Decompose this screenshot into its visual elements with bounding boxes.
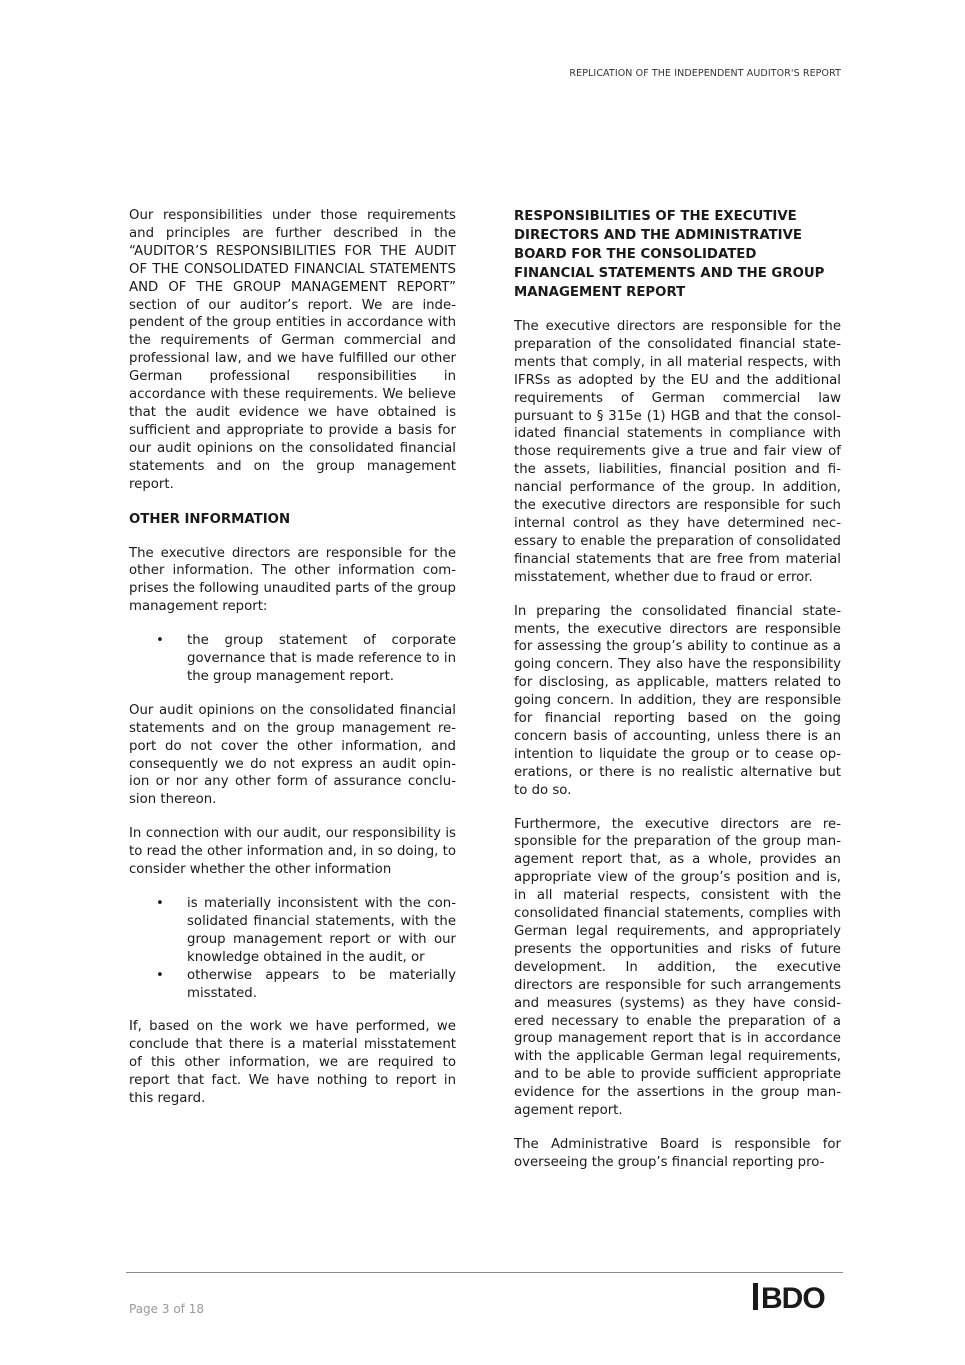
paragraph: Our audit opinions on the consolidated financial statements and on the group management report do not cover the other information, and consequently we do not express an audit opinion or nor any other form of assurance conclusion thereon. [129, 702, 456, 808]
paragraph: Our responsibilities under those requirements and principles are further described in the “AUDITOR’S RESPONSIBILITIES FOR THE AUDIT OF THE CONSOLIDATED FINANCIAL STATEMENTS AND OF THE GROUP MANAGEMENT REPORT” section of our auditor’s report. We are independent of the group entities in accordance with the requirements of German commercial and professional law, and we have fulfilled our other German professional responsibilities in accordance with these requirements. We believe that the audit evidence we have obtained is sufficient and appropriate to provide a basis for our audit opinions on the consolidated financial statements and on the group management report. [129, 208, 456, 492]
list-item: • the group statement of corporate governance that is made reference to in the group management report. [129, 632, 456, 686]
bdo-logo [751, 1280, 841, 1314]
paragraph: The Administrative Board is responsible for overseeing the group’s financial reporting pro- [514, 1136, 841, 1170]
logo-text: BDO [761, 1282, 825, 1314]
list-item: • otherwise appears to be materially misstated. [129, 967, 456, 1003]
paragraph: In preparing the consolidated financial statements, the executive directors are responsible for assessing the group’s ability to continue as a going concern. They also have the responsibility for disclosing, as applicable, matters related to going concern. In addition, they are responsible for financial reporting based on the going concern basis of accounting, unless there is an intention to liquidate the group or to cease operations, or there is no realistic alternative but to do so. [514, 603, 841, 798]
list-item: • is materially inconsistent with the consolidated financial statements, with the group management report or with our knowledge obtained in the audit, or [129, 895, 456, 967]
right-column [514, 207, 841, 1188]
running-header: REPLICATION OF THE INDEPENDENT AUDITOR'S REPORT [569, 68, 841, 79]
section-heading-other-information: OTHER INFORMATION [129, 511, 291, 527]
paragraph: The executive directors are responsible for the other information. The other information comprises the following unaudited parts of the group management report: [129, 545, 456, 615]
section-heading-responsibilities: RESPONSIBILITIES OF THE EXECUTIVE DIRECTORS AND THE ADMINISTRATIVE BOARD FOR THE CONSOLIDATED FINANCIAL STATEMENTS AND THE GROUP MANAGEMENT REPORT [514, 209, 825, 300]
paragraph: In connection with our audit, our responsibility is to read the other information and, in so doing, to consider whether the other information [129, 826, 456, 878]
footer-divider [126, 1272, 843, 1273]
paragraph: Furthermore, the executive directors are responsible for the preparation of the group management report that, as a whole, provides an appropriate view of the group’s position and is, in all material respects, consistent with the consolidated financial statements, complies with German legal requirements, and appropriately presents the opportunities and risks of future development. In addition, the executive directors are responsible for such arrangements and measures (systems) as they have considered necessary to enable the preparation of a group management report that is in accordance with the applicable German legal requirements, and to be able to provide sufficient appropriate evidence for the assertions in the group management report. [514, 816, 841, 1119]
bullet-list [129, 895, 456, 1002]
left-column [129, 207, 456, 1124]
page-number: Page 3 of 18 [129, 1302, 204, 1316]
paragraph: The executive directors are responsible for the preparation of the consolidated financial statements that comply, in all material respects, with IFRSs as adopted by the EU and the additional requirements of German commercial law pursuant to § 315e (1) HGB and that the consolidated financial statements in compliance with those requirements give a true and fair view of the assets, liabilities, financial position and financial performance of the group. In addition, the executive directors are responsible for such internal control as they have determined necessary to enable the preparation of consolidated financial statements that are free from material misstatement, whether due to fraud or error. [514, 319, 841, 585]
bullet-list [129, 632, 456, 686]
paragraph: If, based on the work we have performed, we conclude that there is a material misstatement of this other information, we are required to report that fact. We have nothing to report in this regard. [129, 1019, 456, 1107]
